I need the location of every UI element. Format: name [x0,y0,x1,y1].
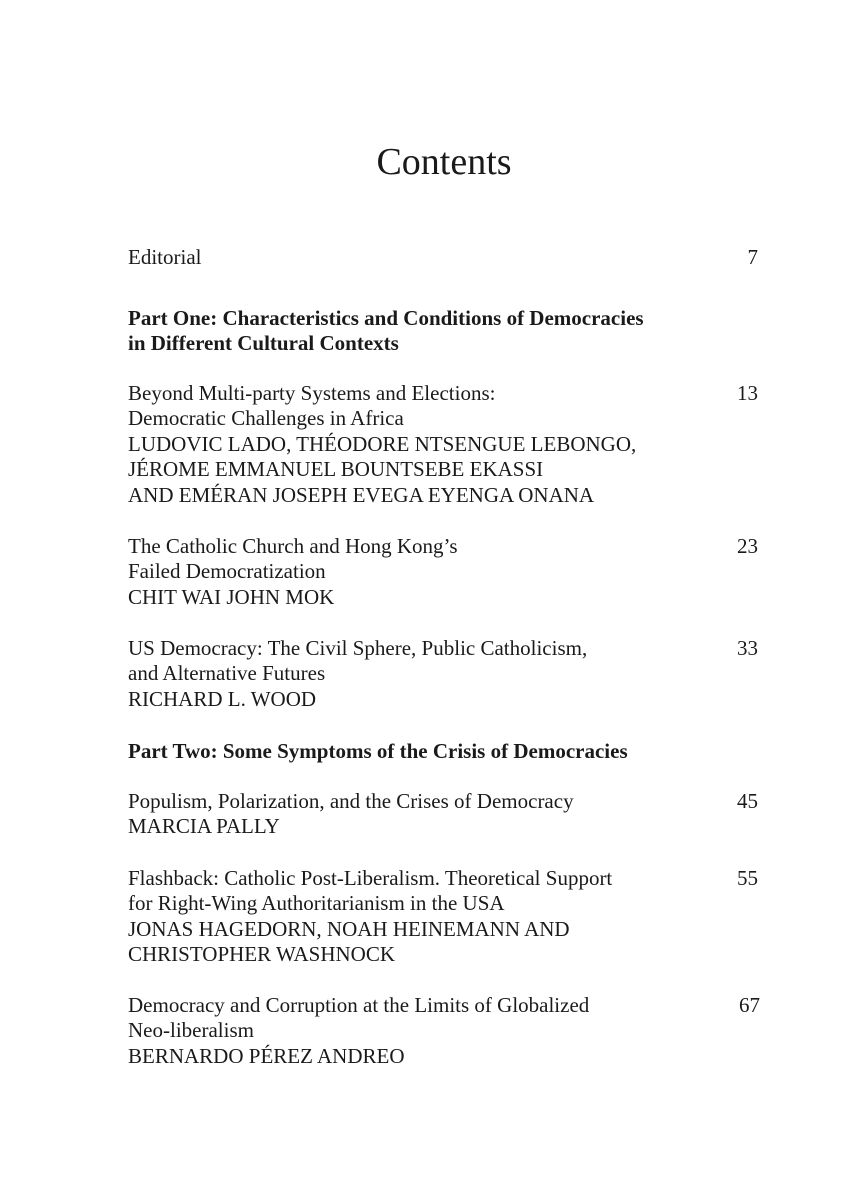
entry-author-line: JÉROME EMMANUEL BOUNTSEBE EKASSI [128,457,544,482]
part-heading-line: Part One: Characteristics and Conditions of Democracies [128,306,644,330]
entry-author-line: BERNARDO PÉREZ ANDREO [128,1043,405,1068]
part-two-heading [128,739,728,764]
entry-title-line: Democratic Challenges in Africa [128,406,404,431]
entry-author-line: MARCIA PALLY [128,814,280,839]
page-number: 7 [747,245,758,269]
entry-author-line: JONAS HAGEDORN, NOAH HEINEMANN AND [128,916,570,941]
part-one-heading [128,306,728,357]
entry-title-line: The Catholic Church and Hong Kong’s [128,534,458,558]
entry-title-line: Neo-liberalism [128,1018,254,1043]
toc-entry[interactable] [128,789,760,840]
entry-title-line: Populism, Polarization, and the Crises of Democracy [128,789,574,813]
page-number: 45 [737,789,758,813]
entry-author-line: RICHARD L. WOOD [128,686,317,711]
page-number: 13 [737,381,758,405]
entry-title-line: Beyond Multi-party Systems and Elections: [128,381,496,405]
entry-title-line: Democracy and Corruption at the Limits of Globalized [128,993,590,1017]
entry-title: Editorial [128,245,202,269]
entry-author-line: CHIT WAI JOHN MOK [128,584,335,609]
page-number: 23 [737,534,758,558]
entry-author-line: CHRISTOPHER WASHNOCK [128,942,396,967]
toc-entry[interactable] [128,866,760,968]
toc-entry-editorial[interactable] [128,245,760,270]
toc-entry[interactable] [128,381,760,508]
page-number: 67 [739,993,760,1017]
entry-title-line: Flashback: Catholic Post-Liberalism. Theoretical Support [128,866,613,890]
entry-title-line: and Alternative Futures [128,661,326,686]
entry-author-line: LUDOVIC LADO, THÉODORE NTSENGUE LEBONGO, [128,431,637,456]
entry-author-line: AND EMÉRAN JOSEPH EVEGA EYENGA ONANA [128,482,595,507]
entry-title-line: US Democracy: The Civil Sphere, Public Catholicism, [128,636,588,660]
page-number: 55 [737,866,758,890]
entry-title-line: for Right-Wing Authoritarianism in the USA [128,891,505,916]
toc-entry[interactable] [128,636,760,712]
toc-entry[interactable] [128,534,760,610]
part-heading-line: in Different Cultural Contexts [128,331,399,356]
toc-entry[interactable] [128,993,760,1069]
part-heading-line: Part Two: Some Symptoms of the Crisis of Democracies [128,739,628,763]
page-title: Contents [376,141,512,183]
page-number: 33 [737,636,758,660]
entry-title-line: Failed Democratization [128,559,326,584]
